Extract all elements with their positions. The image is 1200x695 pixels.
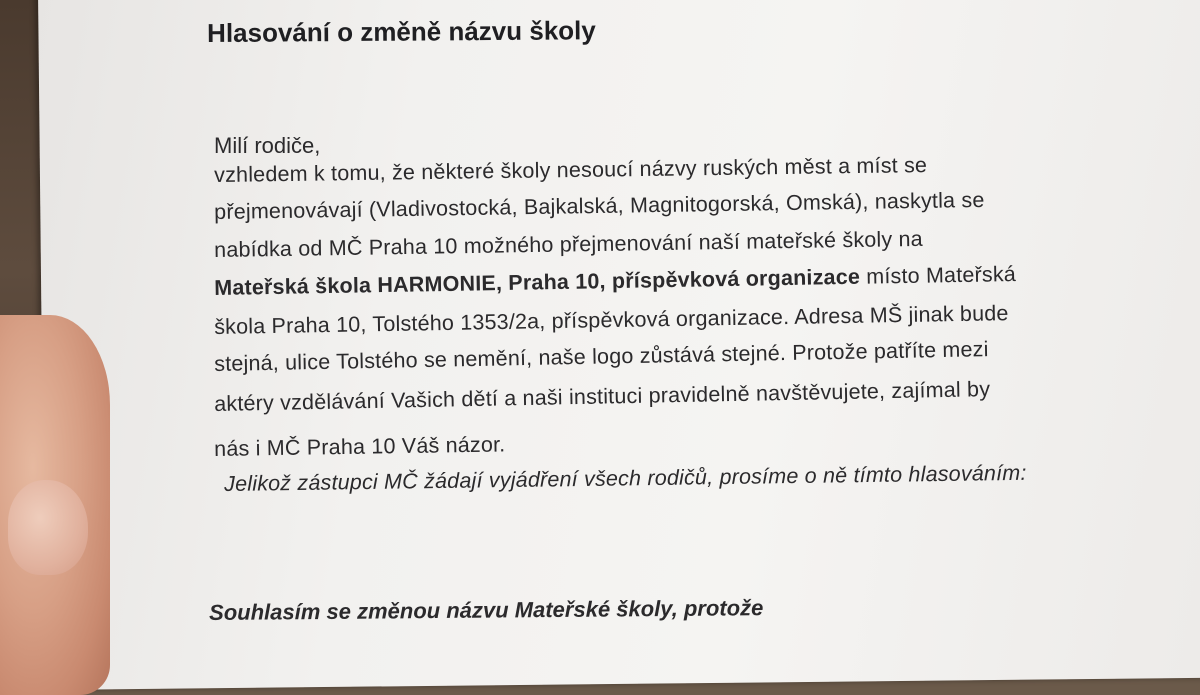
paragraph-line: přejmenovávají (Vladivostocká, Bajkalská, Magnitogorská, Omská), naskytla se	[214, 187, 985, 224]
school-new-name: Mateřská škola HARMONIE, Praha 10, příspěvková organizace	[214, 264, 861, 300]
thumbnail-nail	[8, 480, 88, 575]
paragraph-line: aktéry vzdělávání Vašich dětí a naši instituci pravidelně navštěvujete, zajímal by	[214, 377, 991, 416]
paragraph-line: nás i MČ Praha 10 Váš názor.	[214, 432, 506, 461]
agreement-heading: Souhlasím se změnou názvu Mateřské školy, protože	[209, 595, 764, 625]
paragraph-line-rest: místo Mateřská	[866, 262, 1017, 289]
vote-request: Jelikož zástupci MČ žádají vyjádření všech rodičů, prosíme o ně tímto hlasováním:	[224, 460, 1027, 496]
greeting: Milí rodiče,	[214, 133, 321, 158]
paragraph-line: škola Praha 10, Tolstého 1353/2a, příspěvková organizace. Adresa MŠ jinak bude	[214, 301, 1009, 339]
document-title: Hlasování o změně názvu školy	[207, 15, 596, 48]
paragraph-line: nabídka od MČ Praha 10 možného přejmenování naší mateřské školy na	[214, 226, 924, 262]
paragraph-line: stejná, ulice Tolstého se nemění, naše logo zůstává stejné. Protože patříte mezi	[214, 337, 989, 376]
paragraph-line: vzhledem k tomu, že některé školy nesoucí názvy ruských měst a míst se	[214, 153, 928, 187]
